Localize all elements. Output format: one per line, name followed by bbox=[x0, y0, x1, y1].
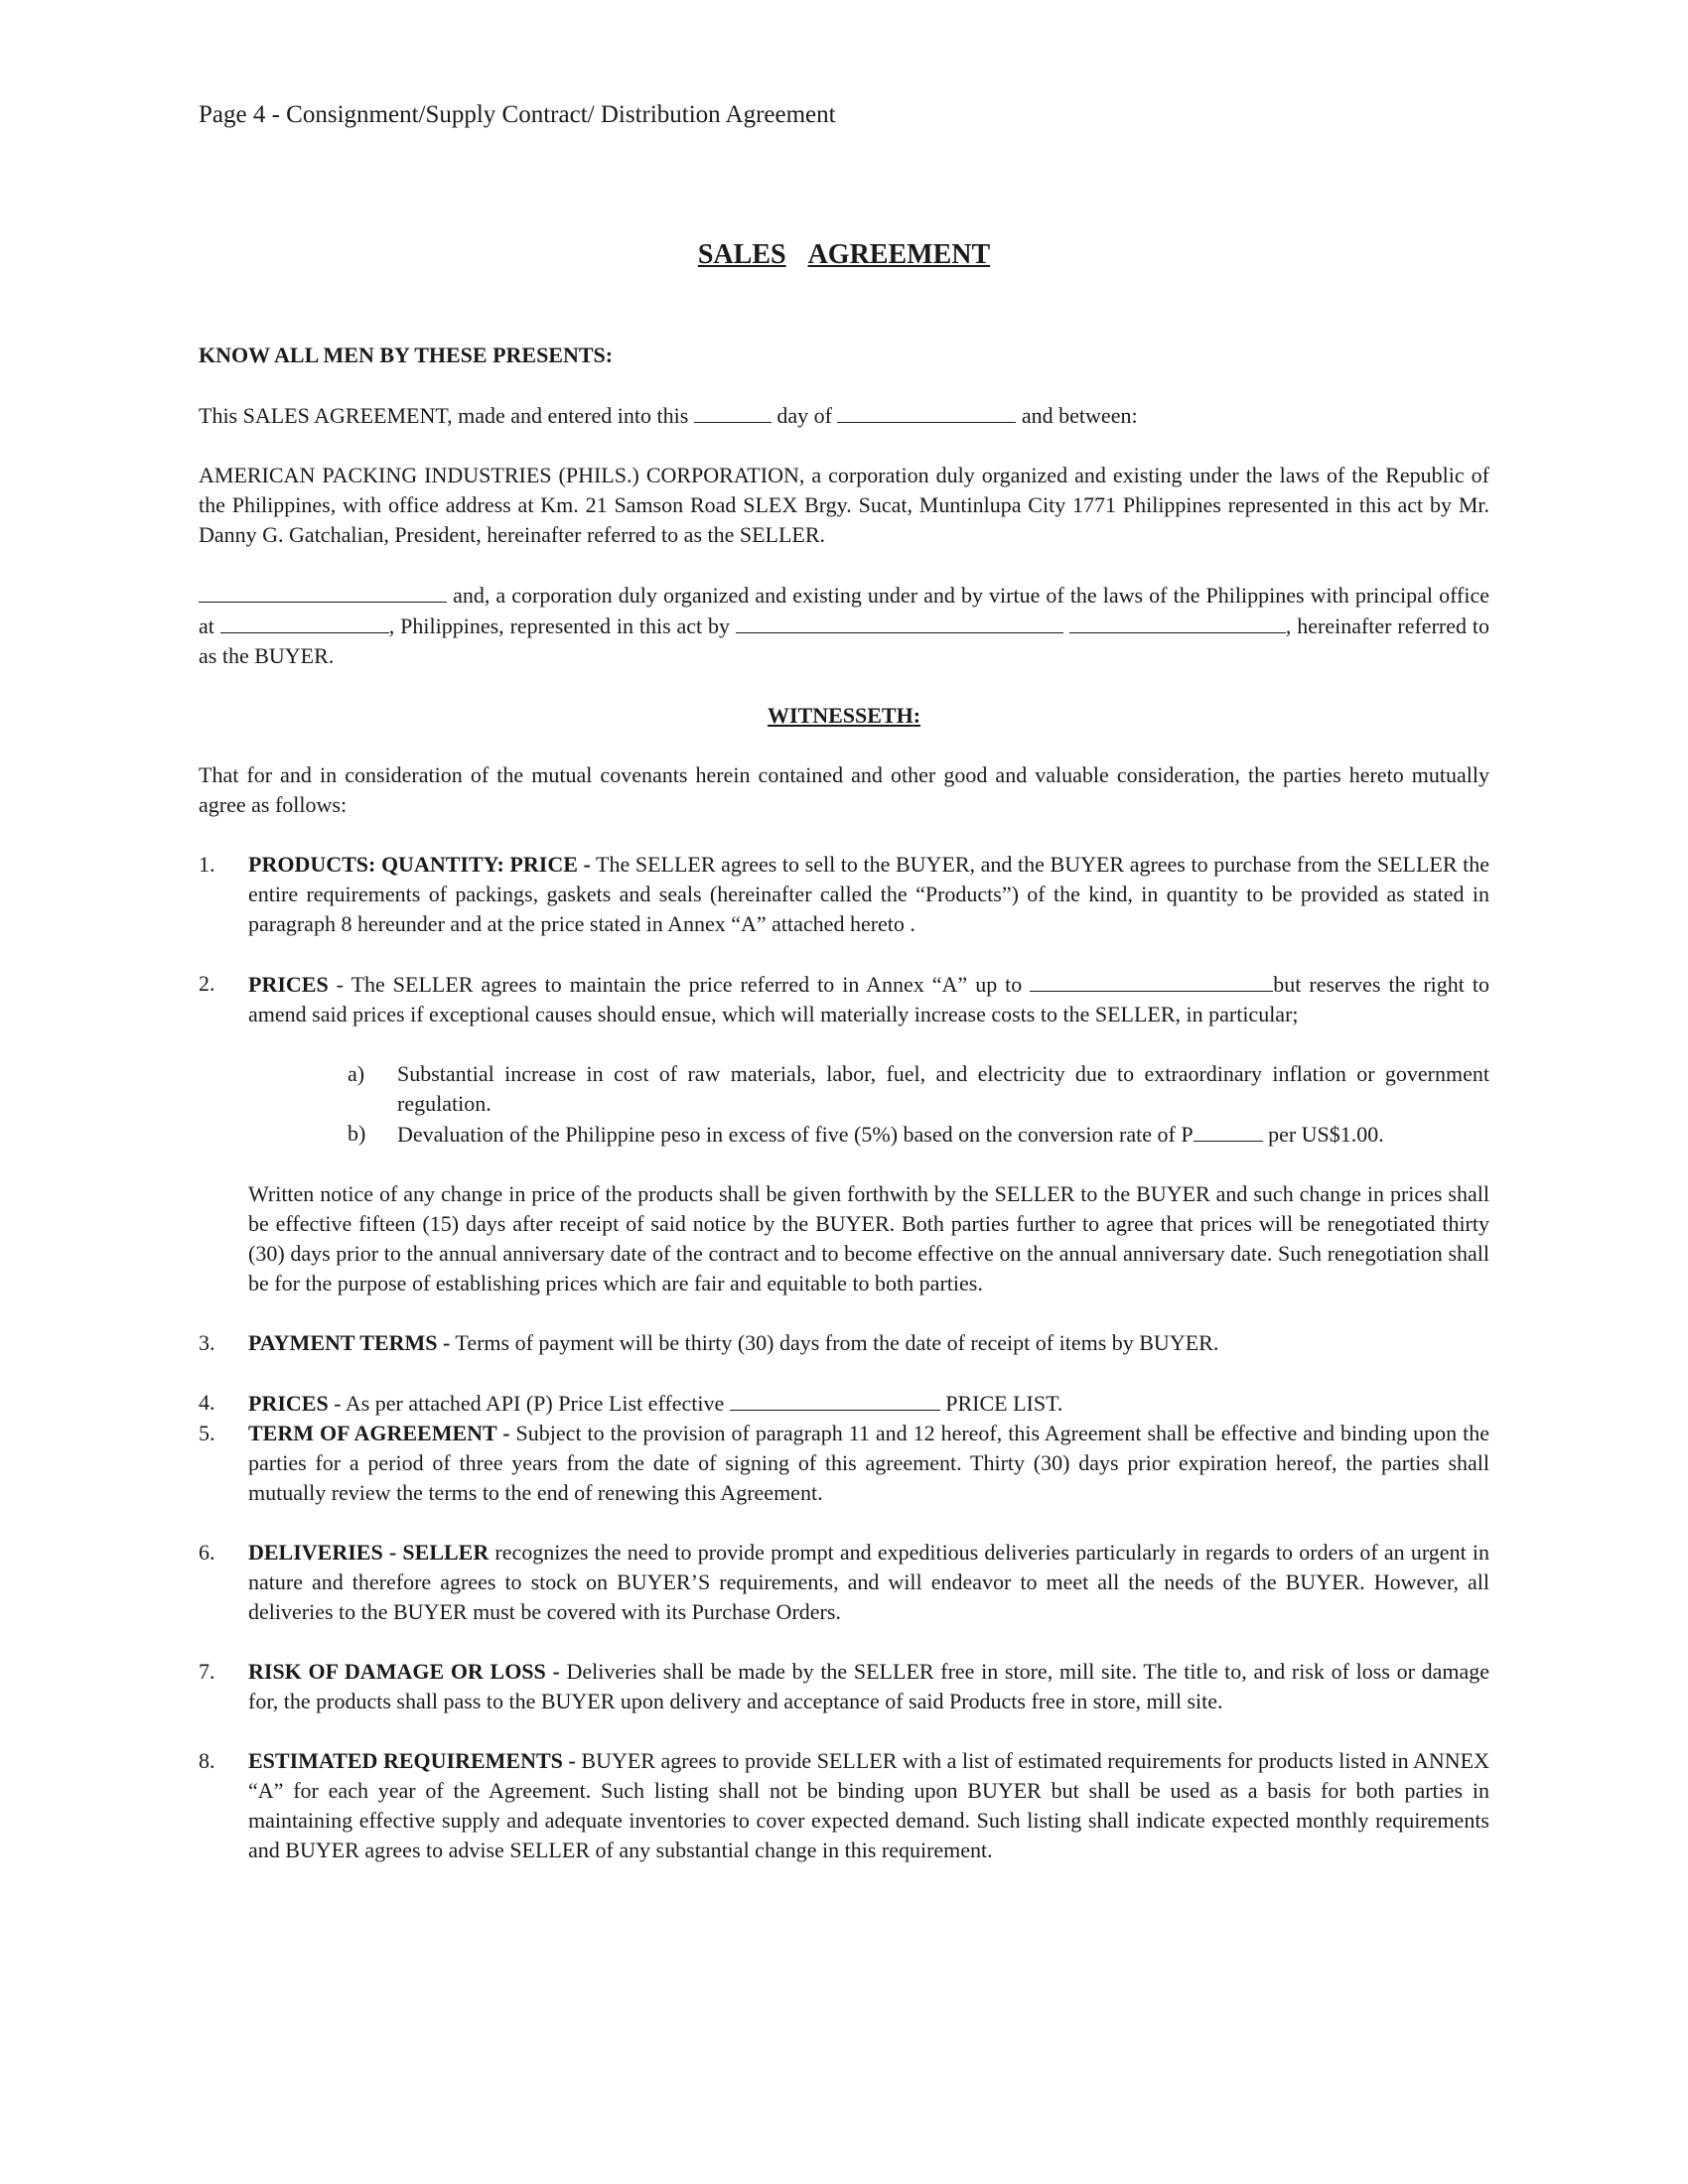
title-word-2: AGREEMENT bbox=[807, 239, 991, 270]
clause-2-subitem-a: a) Substantial increase in cost of raw materials, labor, fuel, and electricity due to extraordinary inflation or government regulation. bbox=[348, 1061, 1489, 1116]
clause-heading: DELIVERIES - SELLER bbox=[248, 1540, 490, 1565]
price-date-blank bbox=[1030, 969, 1273, 992]
office-blank bbox=[220, 611, 389, 633]
seller-paragraph: AMERICAN PACKING INDUSTRIES (PHILS.) CORPORATION, a corporation duly organized and existing under the laws of the Republic of the Philippines, with office address at Km. 21 Samson Road SLEX Brgy. Sucat, Muntinlupa City 1771 Philippines represented in this act by Mr. Danny G. Gatchalian, President, hereinafter referred to as the SELLER. bbox=[199, 463, 1489, 547]
clause-heading: PRICES bbox=[248, 1391, 329, 1416]
clause-text: The SELLER agrees to sell to the BUYER, and the BUYER agrees to purchase from the SELLER the entire requirements of packings, gaskets and seals (hereinafter called the “Products”) of the kind, in quantity to be provided as stated in paragraph 8 hereunder and at the price stated in Annex “A” attached hereto . bbox=[248, 852, 1489, 936]
clause-4: 4. PRICES - As per attached API (P) Price List effective PRICE LIST. bbox=[199, 1390, 1063, 1416]
clause-3: 3. PAYMENT TERMS - Terms of payment will be thirty (30) days from the date of receipt of items by BUYER. bbox=[199, 1328, 1489, 1358]
effective-date-blank bbox=[730, 1388, 940, 1411]
clause-heading: ESTIMATED REQUIREMENTS - bbox=[248, 1748, 576, 1773]
buyer-name-blank bbox=[199, 580, 447, 603]
witnesseth-heading: WITNESSETH: bbox=[767, 703, 921, 728]
clause-number: 5. bbox=[199, 1421, 215, 1445]
clause-8: 8. ESTIMATED REQUIREMENTS - BUYER agrees to provide SELLER with a list of estimated requirements for products listed in ANNEX “A” for each year of the Agreement. Such listing shall not be binding upon BUYER but shall be used as a basis for both parties in maintaining effective supply and adequate inventories to cover expected demand. Such listing shall indicate expected monthly requirements and BUYER agrees to advise SELLER of any substantial change in this requirement. bbox=[199, 1748, 1489, 1862]
clause-heading: PAYMENT TERMS - bbox=[248, 1330, 451, 1355]
clause-number: 8. bbox=[199, 1748, 215, 1773]
consideration-paragraph: That for and in consideration of the mutual covenants herein contained and other good and valuable consideration, the parties hereto mutually agree as follows: bbox=[199, 762, 1489, 817]
clause-number: 4. bbox=[199, 1390, 215, 1415]
clause-1 bbox=[199, 850, 1489, 939]
clause-number: 1. bbox=[199, 852, 215, 877]
document-body bbox=[199, 341, 1489, 1865]
document-title bbox=[0, 238, 1688, 272]
clause-2-subitem-b: b) Devaluation of the Philippine peso in excess of five (5%) based on the conversion rate of P per US$1.00. bbox=[348, 1121, 1384, 1147]
clause-number: 6. bbox=[199, 1540, 215, 1565]
page-header: Page 4 - Consignment/Supply Contract/ Distribution Agreement bbox=[199, 101, 836, 128]
know-all-heading: KNOW ALL MEN BY THESE PRESENTS: bbox=[199, 342, 614, 367]
buyer-paragraph: and, a corporation duly organized and existing under and by virtue of the laws of the Philippines with principal office at , Philippines, represented in this act by , hereinafter referred to as the BUYER. bbox=[199, 580, 1489, 671]
clause-6: 6. DELIVERIES - SELLER recognizes the need to provide prompt and expeditious deliveries particularly in regards to orders of an urgent in nature and therefore agrees to stock on BUYER’S requirements, and will endeavor to meet all the needs of the BUYER. However, all deliveries to the BUYER must be covered with its Purchase Orders. bbox=[199, 1540, 1489, 1624]
price-change-notice: Written notice of any change in price of the products shall be given forthwith by the SELLER to the BUYER and such change in prices shall be effective fifteen (15) days after receipt of said notice by the BUYER. Both parties further to agree that prices will be renegotiated thirty (30) days prior to the annual anniversary date of the contract and to become effective on the annual anniversary date. Such renegotiation shall be for the purpose of establishing prices which are fair and equitable to both parties. bbox=[248, 1181, 1489, 1296]
representative-blank bbox=[736, 611, 1063, 633]
month-blank bbox=[837, 400, 1016, 423]
clause-heading: TERM OF AGREEMENT - bbox=[248, 1421, 510, 1445]
representative-title-blank bbox=[1069, 611, 1286, 633]
clause-7: 7. RISK OF DAMAGE OR LOSS - Deliveries shall be made by the SELLER free in store, mill site. The title to, and risk of loss or damage for, the products shall pass to the BUYER upon delivery and acceptance of said Products free in store, mill site. bbox=[199, 1659, 1490, 1713]
clause-heading: PRODUCTS: QUANTITY: PRICE - bbox=[248, 852, 591, 877]
day-blank bbox=[694, 400, 772, 423]
intro-paragraph: This SALES AGREEMENT, made and entered into this day of and between: bbox=[199, 400, 1489, 431]
clause-number: 2. bbox=[199, 971, 215, 996]
clause-5: 5. TERM OF AGREEMENT - Subject to the provision of paragraph 11 and 12 hereof, this Agreement shall be effective and binding upon the parties for a period of three years from the date of signing of this agreement. Thirty (30) days prior expiration hereof, the parties shall mutually review the terms to the end of renewing this Agreement. bbox=[199, 1421, 1489, 1505]
clause-number: 7. bbox=[199, 1659, 215, 1684]
clause-number: 3. bbox=[199, 1330, 215, 1355]
clause-heading: PRICES bbox=[248, 972, 329, 997]
title-word-1: SALES bbox=[697, 239, 786, 270]
conversion-rate-blank bbox=[1194, 1119, 1263, 1142]
clause-2: 2. PRICES - The SELLER agrees to maintain the price referred to in Annex “A” up to but reserves the right to amend said prices if exceptional causes should ensue, which will materially increase costs to the SELLER, in particular; bbox=[199, 971, 1489, 1026]
clause-heading: RISK OF DAMAGE OR LOSS - bbox=[248, 1659, 560, 1684]
